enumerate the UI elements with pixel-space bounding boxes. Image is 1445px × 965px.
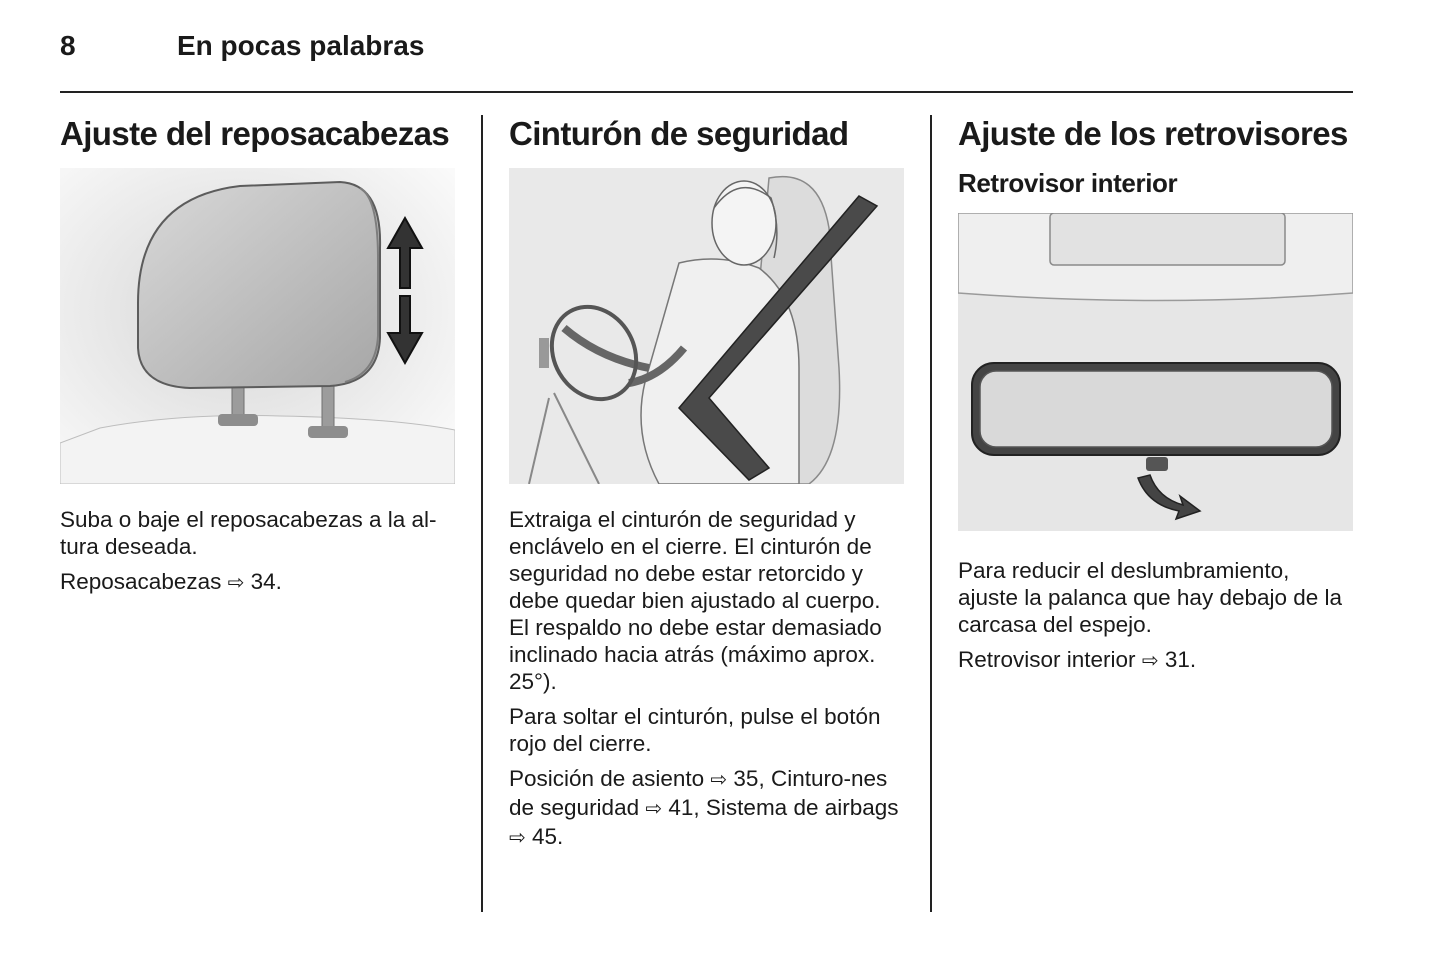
section-headrest — [60, 112, 455, 605]
reference-arrow-icon: ⇨ — [1141, 650, 1159, 672]
paragraph: Extraiga el cinturón de seguridad y enclávelo en el cierre. El cinturón de seguridad no debe estar retorcido y debe quedar bien ajustado al cuerpo. El respaldo no debe estar demasiado inclinado hacia atrás (máximo aprox. 25°). — [509, 507, 882, 694]
reference-text: Posición de asiento — [509, 766, 705, 791]
cross-reference-list — [509, 765, 904, 852]
reference-arrow-icon: ⇨ — [227, 572, 245, 594]
section-heading: Ajuste de los retrovisores — [958, 115, 1348, 152]
seatbelt-illustration — [509, 168, 904, 484]
reference-text: Reposacabezas — [60, 569, 222, 594]
reference-page: 45. — [525, 824, 564, 849]
section-heading: Cinturón de seguridad — [509, 115, 849, 152]
section-seatbelt — [509, 112, 904, 860]
paragraph: Para soltar el cinturón, pulse el botón rojo del cierre. — [509, 704, 881, 756]
cross-reference — [60, 568, 455, 597]
section-mirrors — [958, 112, 1353, 683]
reference-arrow-icon: ⇨ — [509, 827, 526, 849]
chapter-title: En pocas palabras — [177, 30, 425, 61]
cross-reference — [958, 646, 1353, 675]
headrest-illustration — [60, 168, 455, 484]
reference-page: 35, Cinturo-nes de seguridad — [509, 766, 888, 820]
paragraph: Suba o baje el reposacabezas a la al-tura deseada. — [60, 507, 437, 559]
reference-arrow-icon: ⇨ — [710, 769, 728, 791]
reference-page: 41, Sistema de airbags — [662, 795, 899, 820]
reference-page: 34. — [244, 569, 282, 594]
mirror-illustration — [958, 213, 1353, 531]
column-divider-2 — [930, 115, 932, 912]
reference-text: Retrovisor interior — [958, 647, 1136, 672]
header-rule — [60, 91, 1353, 93]
page-number: 8 — [60, 30, 76, 61]
paragraph: Para reducir el deslumbramiento, ajuste la palanca que hay debajo de la carcasa del espejo. — [958, 558, 1343, 637]
section-heading: Ajuste del reposacabezas — [60, 115, 450, 152]
reference-page: 31. — [1158, 647, 1197, 672]
reference-arrow-icon: ⇨ — [645, 798, 663, 820]
section-subheading: Retrovisor interior — [958, 168, 1178, 198]
column-divider-1 — [481, 115, 483, 912]
